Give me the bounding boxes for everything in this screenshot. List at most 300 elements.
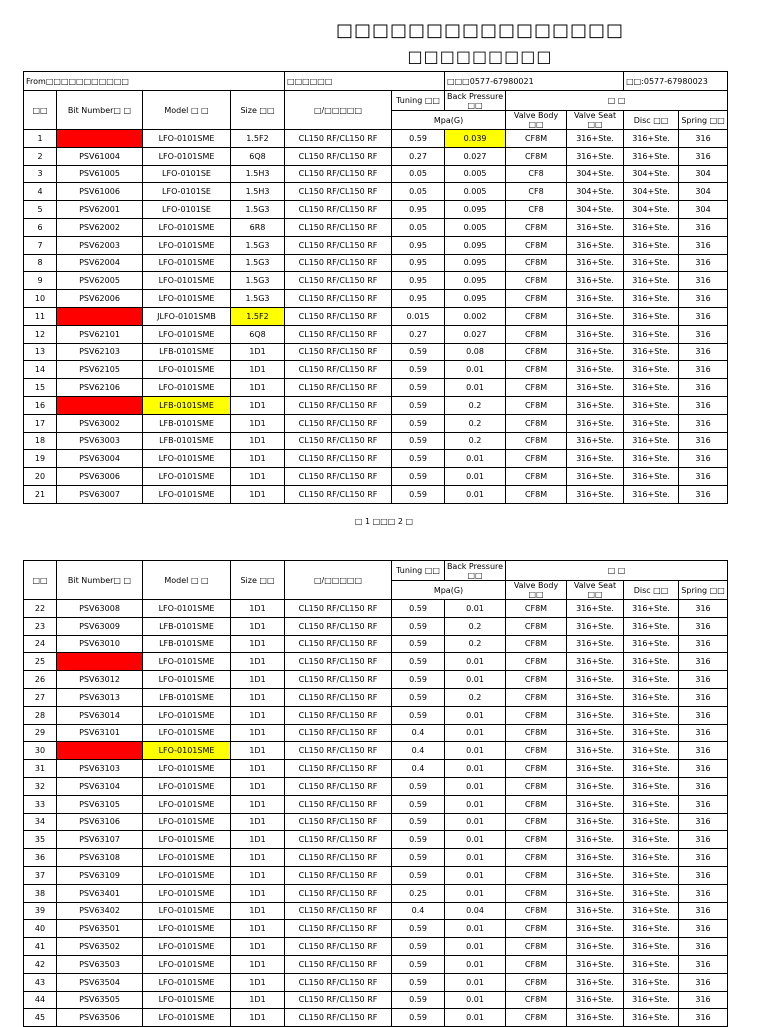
cell-model: LFO-0101SME [143,671,231,689]
table-row [24,450,728,468]
cell-rating: CL150 RF/CL150 RF [285,236,392,254]
cell-disc: 316+Ste. [624,902,679,920]
table-row [24,813,728,831]
table-row [24,147,728,165]
cell-disc: 316+Ste. [624,760,679,778]
table-body-2 [24,600,728,1027]
cell-tuning: 0.59 [392,795,445,813]
cell-back: 0.2 [445,396,506,414]
cell-disc: 316+Ste. [624,831,679,849]
cell-body: CF8M [506,706,567,724]
cell-no: 21 [24,485,57,503]
table-row [24,130,728,148]
cell-rating: CL150 RF/CL150 RF [285,379,392,397]
cell-body: CF8M [506,955,567,973]
cell-back: 0.01 [445,938,506,956]
cell-size: 1D1 [231,600,285,618]
col-size: Size □□ [231,561,285,600]
table-row [24,361,728,379]
cell-bit: PSV61004 [57,147,143,165]
cell-spring: 316 [679,272,728,290]
cell-disc: 304+Ste. [624,165,679,183]
cell-model: LFO-0101SE [143,201,231,219]
cell-rating: CL150 RF/CL150 RF [285,777,392,795]
cell-rating: CL150 RF/CL150 RF [285,938,392,956]
cell-tuning: 0.59 [392,813,445,831]
cell-body: CF8M [506,831,567,849]
header-row-1 [24,91,728,111]
cell-no: 4 [24,183,57,201]
cell-no: 15 [24,379,57,397]
cell-back: 0.01 [445,991,506,1009]
cell-disc: 304+Ste. [624,201,679,219]
cell-model: LFO-0101SME [143,236,231,254]
cell-tuning: 0.59 [392,600,445,618]
table-row [24,653,728,671]
cell-body: CF8M [506,325,567,343]
cell-bit: PSV63501 [57,920,143,938]
cell-seat: 316+Ste. [567,671,624,689]
cell-body: CF8M [506,218,567,236]
cell-disc: 316+Ste. [624,485,679,503]
cell-disc: 316+Ste. [624,272,679,290]
cell-back: 0.01 [445,973,506,991]
table-row [24,777,728,795]
cell-disc: 316+Ste. [624,991,679,1009]
cell-rating: CL150 RF/CL150 RF [285,849,392,867]
cell-disc: 316+Ste. [624,1009,679,1027]
cell-model: LFO-0101SME [143,653,231,671]
cell-body: CF8M [506,130,567,148]
cell-tuning: 0.59 [392,973,445,991]
cell-size: 1D1 [231,866,285,884]
cell-disc: 316+Ste. [624,325,679,343]
cell-disc: 316+Ste. [624,218,679,236]
cell-rating: CL150 RF/CL150 RF [285,485,392,503]
cell-size: 1D1 [231,955,285,973]
valve-table-page-2 [23,560,728,1027]
cell-disc: 316+Ste. [624,130,679,148]
cell-bit: PSV62106 [57,379,143,397]
cell-seat: 316+Ste. [567,325,624,343]
cell-tuning: 0.59 [392,485,445,503]
cell-seat: 316+Ste. [567,813,624,831]
cell-size: 1.5F2 [231,307,285,325]
cell-model: LFO-0101SME [143,849,231,867]
cell-disc: 316+Ste. [624,973,679,991]
cell-back: 0.095 [445,254,506,272]
cell-seat: 316+Ste. [567,218,624,236]
col-rating: □/□□□□□ [285,91,392,130]
cell-tuning: 0.59 [392,343,445,361]
cell-no: 12 [24,325,57,343]
cell-bit: PSV63103 [57,760,143,778]
cell-body: CF8M [506,991,567,1009]
cell-seat: 316+Ste. [567,600,624,618]
cell-spring: 304 [679,165,728,183]
cell-bit: PSV63006 [57,468,143,486]
cell-spring: 316 [679,635,728,653]
cell-rating: CL150 RF/CL150 RF [285,414,392,432]
cell-tuning: 0.4 [392,742,445,760]
cell-size: 1D1 [231,724,285,742]
cell-spring: 316 [679,688,728,706]
cell-spring: 316 [679,955,728,973]
cell-seat: 316+Ste. [567,653,624,671]
table-row [24,742,728,760]
cell-seat: 316+Ste. [567,635,624,653]
cell-size: 1D1 [231,795,285,813]
cell-no: 41 [24,938,57,956]
cell-seat: 316+Ste. [567,795,624,813]
cell-spring: 316 [679,130,728,148]
col-unit: Mpa(G) [392,581,506,600]
cell-body: CF8M [506,938,567,956]
col-valve-seat: Valve Seat □□ [567,581,624,600]
cell-model: LFO-0101SME [143,290,231,308]
cell-no: 35 [24,831,57,849]
cell-disc: 316+Ste. [624,147,679,165]
cell-bit: PSV63009 [57,617,143,635]
table-row [24,973,728,991]
cell-spring: 316 [679,920,728,938]
cell-body: CF8M [506,813,567,831]
cell-tuning: 0.95 [392,272,445,290]
cell-disc: 316+Ste. [624,849,679,867]
col-valve-body: Valve Body □□ [506,581,567,600]
cell-seat: 316+Ste. [567,485,624,503]
cell-size: 1D1 [231,671,285,689]
cell-back: 0.005 [445,183,506,201]
table-row [24,920,728,938]
cell-model: LFO-0101SME [143,450,231,468]
cell-back: 0.095 [445,290,506,308]
cell-tuning: 0.59 [392,617,445,635]
page-footer: □ 1 □□□ 2 □ [354,517,414,526]
cell-tuning: 0.25 [392,884,445,902]
cell-back: 0.2 [445,432,506,450]
cell-rating: CL150 RF/CL150 RF [285,902,392,920]
cell-model: LFO-0101SME [143,468,231,486]
cell-size: 1D1 [231,468,285,486]
cell-rating: CL150 RF/CL150 RF [285,920,392,938]
cell-model: LFO-0101SME [143,130,231,148]
cell-body: CF8M [506,973,567,991]
cell-body: CF8M [506,849,567,867]
cell-rating: CL150 RF/CL150 RF [285,325,392,343]
cell-tuning: 0.59 [392,955,445,973]
cell-model: LFB-0101SME [143,414,231,432]
col-valve-body: Valve Body □□ [506,111,567,130]
cell-back: 0.2 [445,414,506,432]
cell-tuning: 0.59 [392,938,445,956]
table-row [24,760,728,778]
cell-back: 0.01 [445,760,506,778]
cell-back: 0.2 [445,635,506,653]
col-tuning: Tuning □□ [392,561,445,581]
cell-disc: 316+Ste. [624,813,679,831]
cell-bit: PSV61006 [57,183,143,201]
col-valve-seat: Valve Seat □□ [567,111,624,130]
cell-spring: 316 [679,1009,728,1027]
cell-back: 0.01 [445,1009,506,1027]
cell-bit: PSV62005 [57,272,143,290]
cell-size: 1D1 [231,938,285,956]
table-row [24,468,728,486]
cell-body: CF8M [506,343,567,361]
cell-no: 30 [24,742,57,760]
cell-tuning: 0.27 [392,325,445,343]
table-row [24,688,728,706]
cell-spring: 316 [679,902,728,920]
cell-disc: 316+Ste. [624,396,679,414]
cell-disc: 316+Ste. [624,706,679,724]
cell-back: 0.01 [445,813,506,831]
cell-tuning: 0.59 [392,671,445,689]
cell-model: LFO-0101SE [143,183,231,201]
cell-tuning: 0.05 [392,183,445,201]
cell-body: CF8M [506,724,567,742]
cell-bit: PSV63506 [57,1009,143,1027]
cell-size: 1D1 [231,414,285,432]
cell-bit: PSV62103 [57,343,143,361]
cell-no: 9 [24,272,57,290]
cell-body: CF8M [506,635,567,653]
cell-bit: PSV61005 [57,165,143,183]
cell-back: 0.01 [445,485,506,503]
cell-tuning: 0.59 [392,866,445,884]
cell-tuning: 0.95 [392,290,445,308]
cell-disc: 316+Ste. [624,379,679,397]
cell-tuning: 0.27 [392,147,445,165]
cell-size: 1.5G3 [231,290,285,308]
cell-rating: CL150 RF/CL150 RF [285,991,392,1009]
cell-model: LFO-0101SME [143,920,231,938]
cell-back: 0.005 [445,165,506,183]
col-back-pressure: Back Pressure □□ [445,91,506,111]
cell-body: CF8M [506,920,567,938]
table-row [24,902,728,920]
cell-disc: 316+Ste. [624,600,679,618]
cell-rating: CL150 RF/CL150 RF [285,635,392,653]
cell-bit: PSV62003 [57,236,143,254]
cell-no: 34 [24,813,57,831]
cell-back: 0.01 [445,777,506,795]
cell-size: 1.5G3 [231,236,285,254]
document-subtitle: □□□□□□□□□ [407,47,553,66]
cell-spring: 316 [679,938,728,956]
cell-no: 26 [24,671,57,689]
table-row [24,236,728,254]
cell-body: CF8M [506,653,567,671]
header-row-1 [24,561,728,581]
cell-seat: 316+Ste. [567,272,624,290]
cell-rating: CL150 RF/CL150 RF [285,165,392,183]
cell-rating: CL150 RF/CL150 RF [285,653,392,671]
cell-no: 32 [24,777,57,795]
cell-tuning: 0.4 [392,760,445,778]
cell-no: 2 [24,147,57,165]
cell-bit: PSV63004 [57,450,143,468]
cell-spring: 316 [679,600,728,618]
cell-size: 1D1 [231,379,285,397]
cell-seat: 316+Ste. [567,254,624,272]
cell-rating: CL150 RF/CL150 RF [285,183,392,201]
cell-rating: CL150 RF/CL150 RF [285,290,392,308]
cell-no: 43 [24,973,57,991]
col-model: Model □ □ [143,91,231,130]
cell-tuning: 0.59 [392,849,445,867]
cell-body: CF8M [506,379,567,397]
cell-size: 1D1 [231,635,285,653]
cell-model: LFB-0101SME [143,432,231,450]
cell-rating: CL150 RF/CL150 RF [285,396,392,414]
cell-back: 0.01 [445,468,506,486]
cell-tuning: 0.59 [392,831,445,849]
cell-no: 6 [24,218,57,236]
cell-no: 39 [24,902,57,920]
cell-model: LFO-0101SME [143,272,231,290]
cell-size: 1D1 [231,849,285,867]
cell-seat: 316+Ste. [567,760,624,778]
cell-seat: 316+Ste. [567,130,624,148]
cell-body: CF8M [506,760,567,778]
cell-bit: PSV62004 [57,254,143,272]
cell-disc: 316+Ste. [624,414,679,432]
cell-disc: 316+Ste. [624,236,679,254]
cell-spring: 316 [679,760,728,778]
cell-body: CF8M [506,290,567,308]
cell-size: 1D1 [231,706,285,724]
cell-spring: 316 [679,653,728,671]
table-row [24,849,728,867]
cell-bit: PSV62001 [57,201,143,219]
cell-model: LFO-0101SME [143,706,231,724]
cell-rating: CL150 RF/CL150 RF [285,254,392,272]
cell-size: 1D1 [231,450,285,468]
cell-rating: CL150 RF/CL150 RF [285,343,392,361]
cell-rating: CL150 RF/CL150 RF [285,468,392,486]
cell-body: CF8M [506,307,567,325]
cell-spring: 316 [679,414,728,432]
cell-bit: PSV63401 [57,884,143,902]
cell-model: LFO-0101SME [143,724,231,742]
cell-back: 0.002 [445,307,506,325]
cell-back: 0.01 [445,795,506,813]
cell-no: 37 [24,866,57,884]
cell-no: 27 [24,688,57,706]
cell-back: 0.01 [445,706,506,724]
cell-no: 14 [24,361,57,379]
cell-body: CF8M [506,902,567,920]
cell-rating: CL150 RF/CL150 RF [285,147,392,165]
cell-spring: 304 [679,201,728,219]
col-size: Size □□ [231,91,285,130]
cell-tuning: 0.59 [392,414,445,432]
cell-rating: CL150 RF/CL150 RF [285,450,392,468]
col-tuning: Tuning □□ [392,91,445,111]
cell-body: CF8M [506,450,567,468]
cell-disc: 316+Ste. [624,724,679,742]
cell-tuning: 0.95 [392,236,445,254]
cell-tuning: 0.59 [392,396,445,414]
cell-spring: 316 [679,973,728,991]
cell-bit: PSV62010 [57,307,143,325]
cell-rating: CL150 RF/CL150 RF [285,813,392,831]
cell-seat: 316+Ste. [567,831,624,849]
cell-disc: 316+Ste. [624,343,679,361]
cell-tuning: 0.05 [392,218,445,236]
cell-model: LFB-0101SME [143,396,231,414]
cell-size: 1.5H3 [231,165,285,183]
cell-model: LFO-0101SME [143,902,231,920]
cell-rating: CL150 RF/CL150 RF [285,884,392,902]
cell-spring: 316 [679,849,728,867]
cell-back: 0.04 [445,902,506,920]
cell-spring: 316 [679,742,728,760]
cell-model: LFO-0101SME [143,973,231,991]
cell-spring: 316 [679,236,728,254]
cell-rating: CL150 RF/CL150 RF [285,760,392,778]
cell-seat: 316+Ste. [567,777,624,795]
cell-seat: 316+Ste. [567,742,624,760]
col-spring: Spring □□ [679,111,728,130]
cell-no: 7 [24,236,57,254]
cell-body: CF8M [506,866,567,884]
cell-back: 0.2 [445,617,506,635]
cell-spring: 316 [679,343,728,361]
cell-back: 0.01 [445,653,506,671]
cell-back: 0.01 [445,450,506,468]
cell-tuning: 0.59 [392,991,445,1009]
cell-disc: 316+Ste. [624,307,679,325]
cell-spring: 316 [679,307,728,325]
cell-no: 36 [24,849,57,867]
cell-size: 1D1 [231,742,285,760]
cell-seat: 316+Ste. [567,866,624,884]
cell-rating: CL150 RF/CL150 RF [285,955,392,973]
cell-no: 3 [24,165,57,183]
cell-seat: 316+Ste. [567,432,624,450]
cell-rating: CL150 RF/CL150 RF [285,706,392,724]
cell-no: 31 [24,760,57,778]
cell-size: 1D1 [231,884,285,902]
cell-model: LFO-0101SME [143,866,231,884]
cell-seat: 316+Ste. [567,920,624,938]
cell-no: 18 [24,432,57,450]
cell-size: 1D1 [231,902,285,920]
cell-bit: PSV63106 [57,813,143,831]
cell-tuning: 0.95 [392,254,445,272]
cell-disc: 304+Ste. [624,183,679,201]
cell-no: 22 [24,600,57,618]
cell-disc: 316+Ste. [624,617,679,635]
cell-seat: 316+Ste. [567,938,624,956]
cell-size: 1D1 [231,617,285,635]
table-row [24,795,728,813]
cell-no: 29 [24,724,57,742]
table-row [24,432,728,450]
cell-disc: 316+Ste. [624,777,679,795]
cell-back: 0.01 [445,955,506,973]
cell-model: LFO-0101SME [143,938,231,956]
cell-back: 0.08 [445,343,506,361]
cell-size: 1D1 [231,973,285,991]
cell-no: 42 [24,955,57,973]
cell-bit: PSV61003 [57,130,143,148]
cell-tuning: 0.59 [392,688,445,706]
col-disc: Disc □□ [624,111,679,130]
